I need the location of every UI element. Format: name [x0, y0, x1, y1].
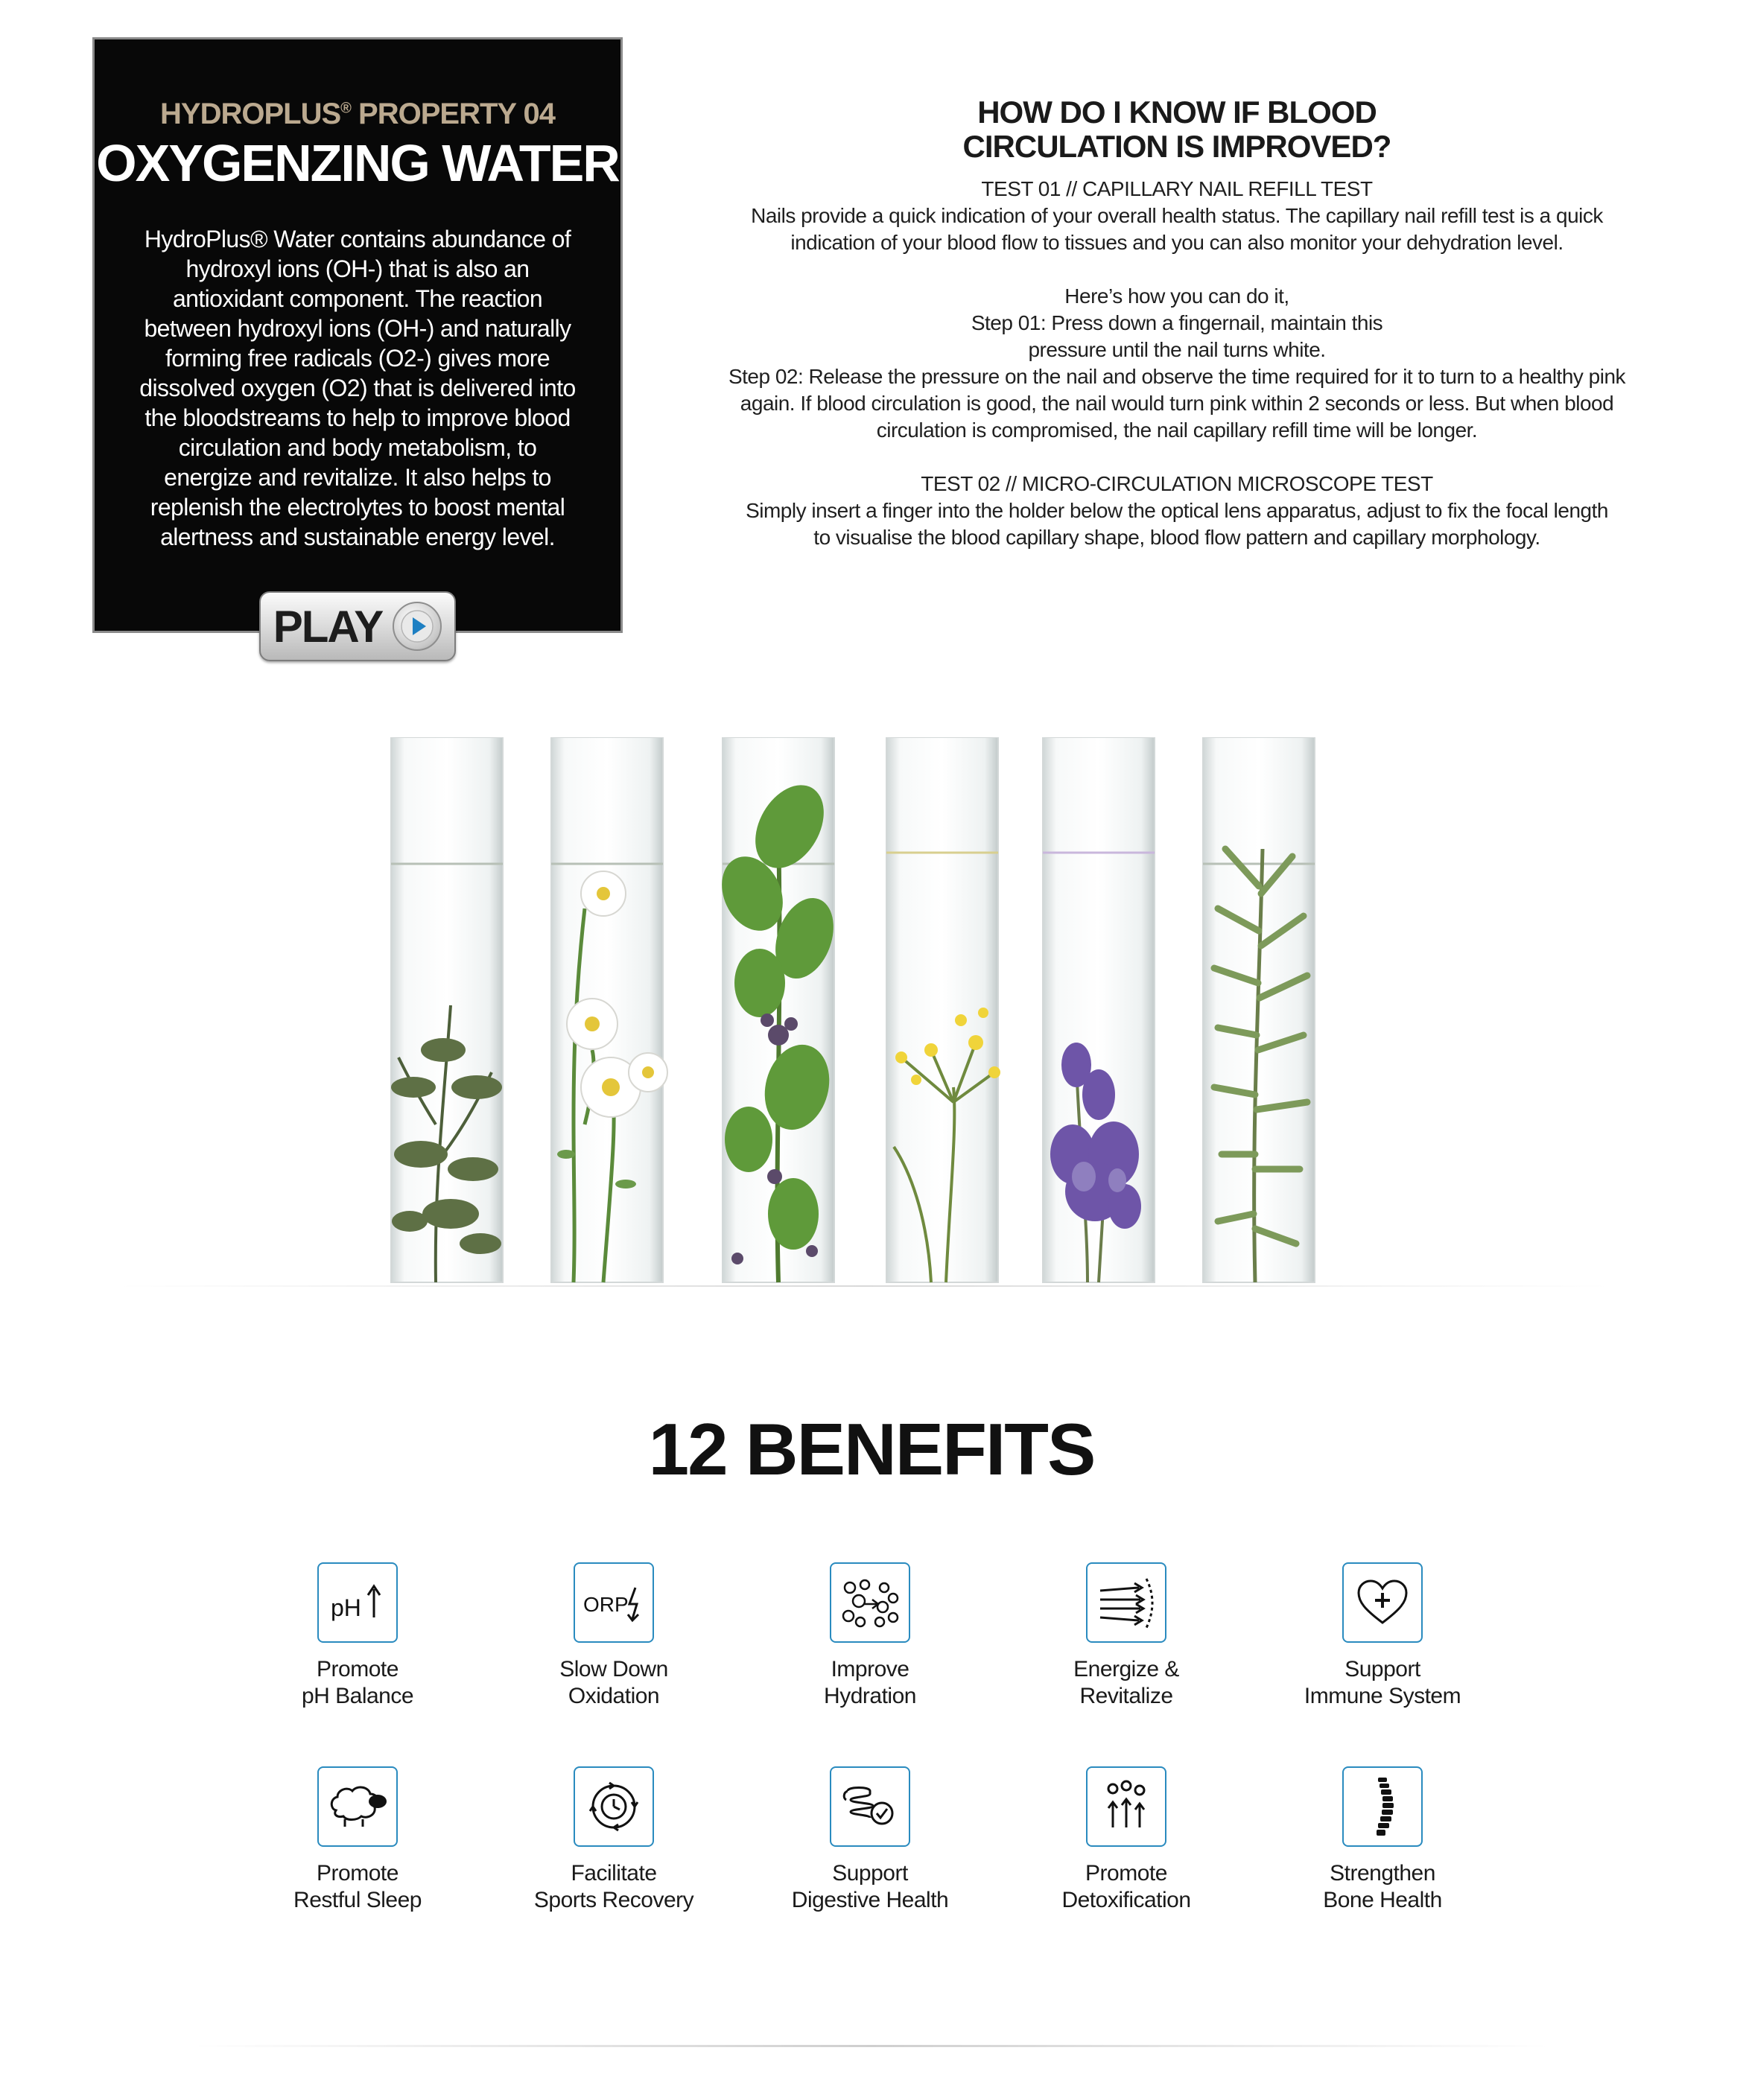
step1-line2: pressure until the nail turns white. [1028, 338, 1326, 361]
herb-test-tubes-image [387, 737, 1326, 1288]
benefit-energize [1029, 1562, 1223, 1710]
spine-icon [1342, 1766, 1423, 1847]
svg-text:ORP: ORP [583, 1593, 629, 1616]
benefit-immune [1286, 1562, 1479, 1710]
benefits-title: 12 BENEFITS [648, 1408, 1095, 1490]
test1-heading: TEST 01 // CAPILLARY NAIL REFILL TEST [981, 177, 1373, 200]
tube-chamomile [551, 737, 667, 1282]
property-kicker: HYDROPLUS® PROPERTY 04 [160, 98, 555, 130]
benefit-label: Promote Restful Sleep [293, 1861, 422, 1912]
detox-icon [1086, 1766, 1166, 1847]
play-icon [393, 602, 442, 651]
tube-thyme [391, 737, 503, 1282]
heart-plus-icon [1342, 1562, 1423, 1643]
sheep-icon [317, 1766, 398, 1847]
tube-fennel [886, 737, 1000, 1282]
recovery-clock-icon [574, 1766, 654, 1847]
tube-rosemary [1203, 737, 1315, 1282]
molecules-icon [830, 1562, 910, 1643]
benefit-label: Slow Down Oxidation [559, 1657, 668, 1708]
tube-basil [711, 737, 844, 1282]
ph-up-icon [317, 1562, 398, 1643]
blood-test-title-line2: CIRCULATION IS IMPROVED? [962, 129, 1391, 164]
benefit-label: Promote pH Balance [301, 1657, 414, 1708]
benefit-ph-balance [261, 1562, 454, 1710]
benefit-label: Promote Detoxification [1061, 1861, 1191, 1912]
play-button[interactable] [259, 591, 456, 661]
benefit-label: Support Digestive Health [791, 1861, 949, 1912]
orp-icon [574, 1562, 654, 1643]
benefit-sleep [261, 1766, 454, 1914]
blood-test-title-line1: HOW DO I KNOW IF BLOOD [977, 95, 1377, 130]
image-floor-line [119, 1285, 1609, 1287]
property-card [92, 37, 623, 633]
step1-line1: Step 01: Press down a fingernail, maintain this [971, 311, 1383, 334]
benefit-label: Strengthen Bone Health [1323, 1861, 1442, 1912]
benefit-detox [1029, 1766, 1223, 1914]
svg-text:pH: pH [331, 1594, 361, 1621]
howto-intro: Here’s how you can do it, [1064, 284, 1289, 308]
property-description: HydroPlus® Water contains abundance of hydroxyl ions (OH-) that is also an antioxidant component. The reaction between hydroxyl ions (OH-) and naturally forming free radicals (O2-) gives more dissolved oxygen (O2) that is delivered into the bloodstreams to help to improve blood circulation and body metabolism, to energize and revitalize. It also helps to replenish the electrolytes to boost mental alertness and sustainable energy level. [139, 226, 576, 550]
benefit-hydration [773, 1562, 967, 1710]
benefit-label: Energize & Revitalize [1073, 1657, 1179, 1708]
benefit-sports-recovery [517, 1766, 711, 1914]
test2-body: Simply insert a finger into the holder below the optical lens apparatus, adjust to fix the focal length to visualise the blood capillary shape, blood flow pattern and capillary morphology. [746, 499, 1608, 549]
blood-test-section [715, 95, 1639, 551]
energy-arrows-icon [1086, 1562, 1166, 1643]
property-title: OXYGENZING WATER [96, 134, 619, 192]
footer-divider [194, 2045, 1549, 2047]
tube-lavender [1043, 737, 1155, 1282]
play-label: PLAY [273, 601, 383, 652]
benefit-label: Support Immune System [1304, 1657, 1461, 1708]
test2-heading: TEST 02 // MICRO-CIRCULATION MICROSCOPE TEST [921, 472, 1433, 495]
benefit-digestive [773, 1766, 967, 1914]
benefit-oxidation [517, 1562, 711, 1710]
test1-body: Nails provide a quick indication of your overall health status. The capillary nail refill test is a quick indication of your blood flow to tissues and you can also monitor your dehydration level. [751, 204, 1603, 254]
step2-text: Step 02: Release the pressure on the nail and observe the time required for it to turn to a healthy pink again. If blood circulation is good, the nail would turn pink within 2 seconds or less. But when blood circulation is compromised, the nail capillary refill time will be longer. [728, 365, 1626, 442]
benefit-label: Facilitate Sports Recovery [533, 1861, 694, 1912]
benefit-label: Improve Hydration [824, 1657, 916, 1708]
digestive-icon [830, 1766, 910, 1847]
benefit-bone-health [1286, 1766, 1479, 1914]
